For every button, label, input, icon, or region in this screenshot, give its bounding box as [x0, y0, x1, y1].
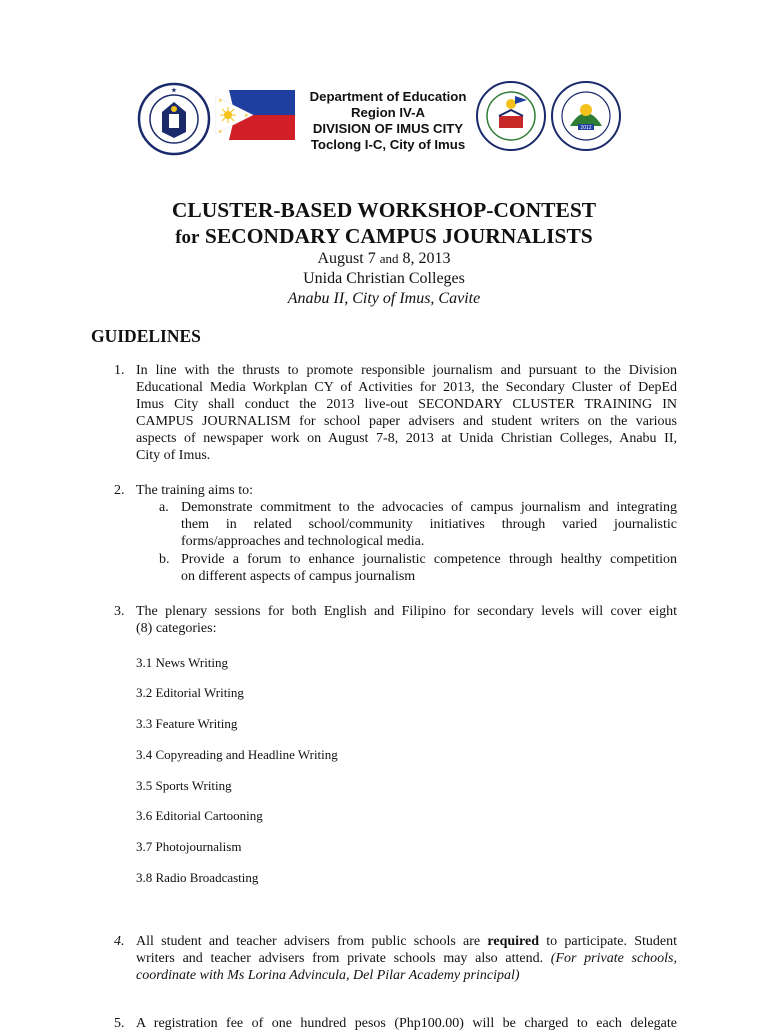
item-2a-line-1: Demonstrate commitment to the advocacies of campus journalism and integrating	[181, 500, 677, 515]
item-4-line-2-text: writers and teacher advisers from private schools may also attend.	[136, 951, 544, 966]
category-editorial-writing: 3.2 Editorial Writing	[136, 685, 244, 700]
date-and: and	[379, 251, 399, 266]
item-4-text-a: All student and teacher advisers from public schools are	[136, 934, 481, 949]
department-address-block	[303, 89, 473, 153]
svg-text:★: ★	[171, 88, 177, 94]
item-4-line-1	[136, 933, 677, 950]
dept-line-4: Toclong I-C, City of Imus	[310, 137, 466, 152]
item-2-number: 2.	[114, 483, 125, 498]
event-date	[0, 250, 768, 268]
item-4-line-2-italic: (For private schools,	[550, 951, 677, 966]
svg-text:★: ★	[218, 99, 223, 104]
item-4-text-b: to participate. Student	[546, 934, 678, 949]
item-2-intro: The training aims to:	[136, 483, 254, 498]
item-1-line-3: Imus City shall conduct the 2013 live-out SECONDARY CLUSTER TRAINING IN	[136, 397, 677, 412]
item-5-number: 5.	[114, 1016, 125, 1031]
category-feature-writing: 3.3 Feature Writing	[136, 716, 238, 731]
category-radio-broadcasting: 3.8 Radio Broadcasting	[136, 870, 259, 885]
item-2a-line-3: forms/approaches and technological media.	[181, 534, 425, 549]
item-5-line-1: A registration fee of one hundred pesos (Php100.00) will be charged to each delegate	[136, 1016, 677, 1031]
date-first: August 7	[317, 250, 376, 267]
title-for: for	[175, 227, 200, 248]
item-2b-label: b.	[159, 552, 170, 567]
category-sports-writing: 3.5 Sports Writing	[136, 778, 232, 793]
item-4-line-3: coordinate with Ms Lorina Advincula, Del Pilar Academy principal)	[136, 968, 520, 983]
item-2b-line-2: on different aspects of campus journalism	[181, 569, 416, 584]
svg-text:★: ★	[244, 114, 249, 119]
division-seal	[475, 80, 547, 152]
event-location: Anabu II, City of Imus, Cavite	[287, 290, 481, 307]
event-venue: Unida Christian Colleges	[303, 270, 465, 287]
category-photojournalism: 3.7 Photojournalism	[136, 839, 242, 854]
item-3-number: 3.	[114, 604, 125, 619]
item-2b-line-1: Provide a forum to enhance journalistic competence through healthy competition	[181, 552, 677, 567]
item-3-line-1: The plenary sessions for both English and Filipino for secondary levels will cover eight	[136, 604, 677, 619]
dept-line-1: Department of Education	[309, 89, 467, 104]
category-copyreading: 3.4 Copyreading and Headline Writing	[136, 747, 338, 762]
event-title-line-2	[0, 224, 768, 249]
imus-city-seal	[550, 80, 622, 152]
deped-seal	[137, 82, 211, 156]
title-main: SECONDARY CAMPUS JOURNALISTS	[204, 224, 593, 248]
guidelines-heading: GUIDELINES	[91, 326, 201, 346]
item-3-line-2: (8) categories:	[136, 621, 217, 636]
item-1-line-6: City of Imus.	[136, 448, 211, 463]
item-2a-line-2: them in related school/community initiatives through varied journalistic	[181, 517, 677, 532]
date-second: 8, 2013	[402, 250, 451, 267]
category-editorial-cartooning: 3.6 Editorial Cartooning	[136, 808, 263, 823]
dept-line-2: Region IV-A	[351, 105, 425, 120]
item-4-line-2	[136, 950, 677, 967]
imus-seal-year: 2012	[580, 125, 592, 131]
dept-line-3: DIVISION OF IMUS CITY	[312, 121, 464, 136]
item-1-line-1: In line with the thrusts to promote responsible journalism and pursuant to the Division	[136, 363, 677, 378]
item-1-line-2: Educational Media Workplan CY of Activities for 2013, the Secondary Cluster of DepEd	[136, 380, 677, 395]
svg-text:★: ★	[218, 130, 223, 135]
item-1-number: 1.	[114, 363, 125, 378]
item-1-line-5: aspects of newspaper work on August 7-8, 2013 at Unida Christian Colleges, Anabu II,	[136, 431, 677, 446]
item-4-number: 4.	[114, 934, 125, 949]
event-title-line-1: CLUSTER-BASED WORKSHOP-CONTEST	[171, 198, 597, 222]
item-2a-label: a.	[159, 500, 169, 515]
category-news-writing: 3.1 News Writing	[136, 655, 229, 670]
item-4-required: required	[487, 934, 540, 949]
philippine-flag	[215, 90, 295, 140]
item-1-line-4: CAMPUS JOURNALISM for school paper advisers and student writers on the various	[136, 414, 677, 429]
